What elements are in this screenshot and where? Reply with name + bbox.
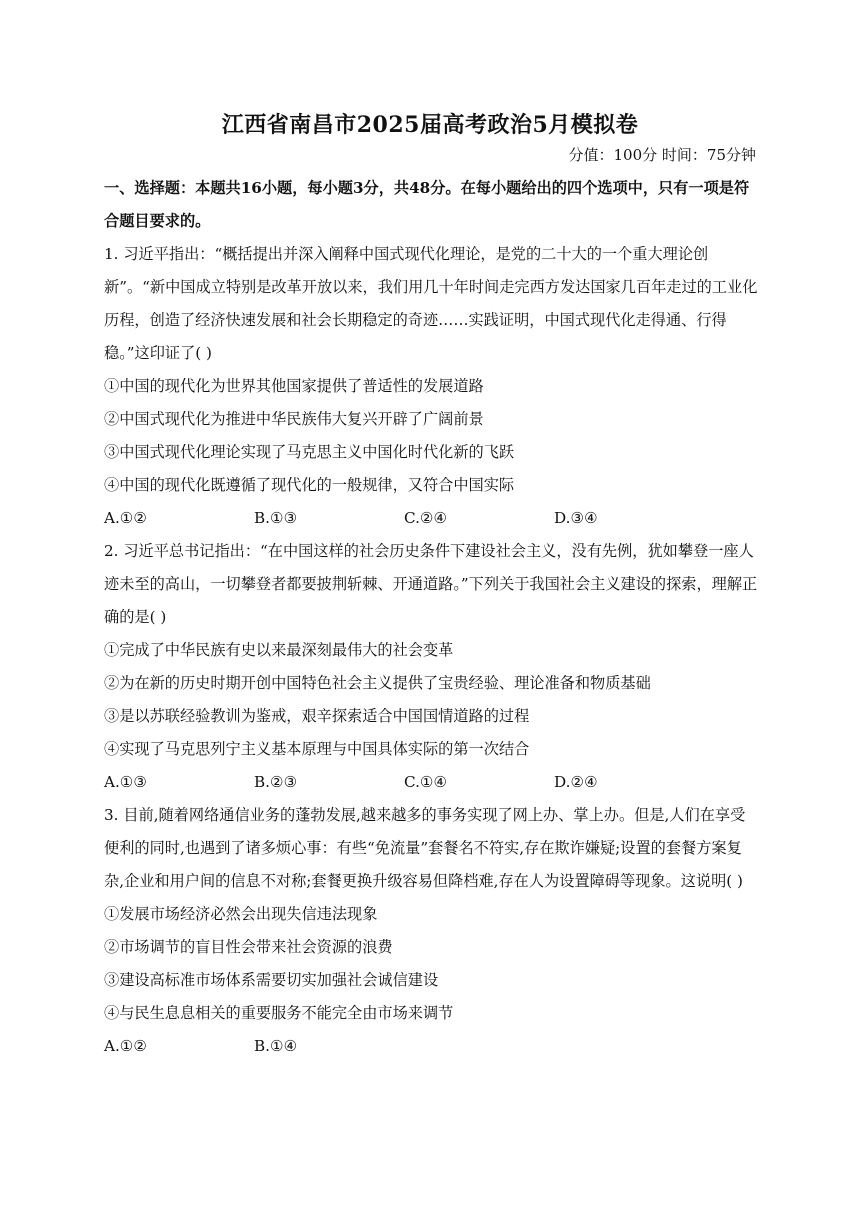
choice-a[interactable]: A.①② <box>104 1037 148 1055</box>
choice-b[interactable]: B.②③ <box>254 773 298 791</box>
answer-choices <box>104 766 760 799</box>
answer-choices <box>104 502 760 535</box>
question-2 <box>104 535 760 799</box>
statement-option: ③建设高标准市场体系需要切实加强社会诚信建设 <box>104 971 439 989</box>
choice-a[interactable]: A.①② <box>104 509 148 527</box>
question-stem: 2. 习近平总书记指出：“在中国这样的社会历史条件下建设社会主义，没有先例，犹如攀登一座人迹未至的高山，一切攀登者都要披荆斩棘、开通道路。”下列关于我国社会主义建设的探索，理解正确的是( ) <box>104 542 758 626</box>
choice-d[interactable]: D.③④ <box>554 509 598 527</box>
section-heading-text: 一、选择题：本题共16小题，每小题3分，共48分。在每小题给出的四个选项中，只有一项是符合题目要求的。 <box>104 179 750 230</box>
statement-option: ②为在新的历史时期开创中国特色社会主义提供了宝贵经验、理论准备和物质基础 <box>104 674 651 692</box>
statement-option: ②中国式现代化为推进中华民族伟大复兴开辟了广阔前景 <box>104 410 484 428</box>
choice-c[interactable]: C.②④ <box>404 509 448 527</box>
statement-option: ④实现了马克思列宁主义基本原理与中国具体实际的第一次结合 <box>104 740 530 758</box>
choice-d[interactable]: D.②④ <box>554 773 598 791</box>
choice-b[interactable]: B.①③ <box>254 509 298 527</box>
statement-option: ③是以苏联经验教训为鉴戒，艰辛探索适合中国国情道路的过程 <box>104 707 530 725</box>
statement-option: ③中国式现代化理论实现了马克思主义中国化时代化新的飞跃 <box>104 443 515 461</box>
score-time-info: 分值：100分 时间：75分钟 <box>568 146 756 164</box>
statement-option: ①发展市场经济必然会出现失信违法现象 <box>104 905 378 923</box>
statement-option: ②市场调节的盲目性会带来社会资源的浪费 <box>104 938 393 956</box>
question-stem: 3. 目前,随着网络通信业务的蓬勃发展,越来越多的事务实现了网上办、掌上办。但是,人们在享受便利的同时,也遇到了诸多烦心事：有些“免流量”套餐名不符实,存在欺诈嫌疑;设置的套餐方案复杂,企业和用户间的信息不对称;套餐更换升级容易但降档难,存在人为设置障碍等现象。这说明( ) <box>104 806 746 890</box>
page-title: 江西省南昌市2025届高考政治5月模拟卷 <box>221 112 639 138</box>
section-heading <box>104 172 760 238</box>
statement-option: ④与民生息息相关的重要服务不能完全由市场来调节 <box>104 1004 454 1022</box>
choice-c[interactable]: C.①④ <box>404 773 448 791</box>
exam-content <box>104 172 760 1063</box>
question-stem: 1. 习近平指出：“概括提出并深入阐释中国式现代化理论，是党的二十大的一个重大理论创新”。“新中国成立特别是改革开放以来，我们用几十年时间走完西方发达国家几百年走过的工业化历程，创造了经济快速发展和社会长期稳定的奇迹……实践证明，中国式现代化走得通、行得稳。”这印证了( ) <box>104 245 758 362</box>
statement-option: ④中国的现代化既遵循了现代化的一般规律，又符合中国实际 <box>104 476 515 494</box>
question-3 <box>104 799 760 1063</box>
choice-b[interactable]: B.①④ <box>254 1037 298 1055</box>
statement-option: ①中国的现代化为世界其他国家提供了普适性的发展道路 <box>104 377 484 395</box>
choice-a[interactable]: A.①③ <box>104 773 148 791</box>
question-1 <box>104 238 760 535</box>
statement-option: ①完成了中华民族有史以来最深刻最伟大的社会变革 <box>104 641 454 659</box>
answer-choices <box>104 1030 760 1063</box>
